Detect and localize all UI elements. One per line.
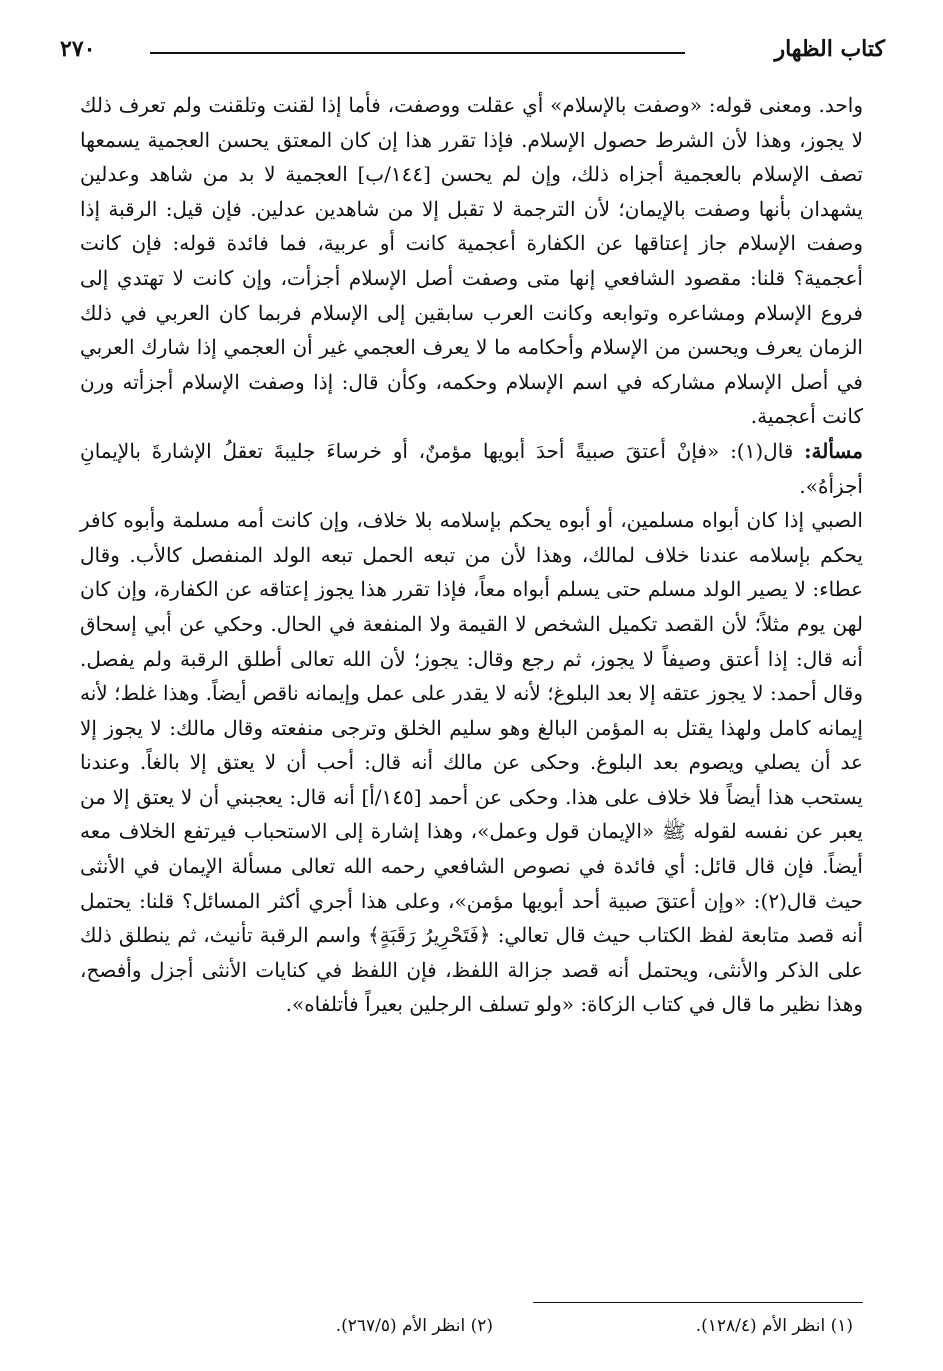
footnote-1: (١) انظر الأم (١٢٨/٤). bbox=[695, 1316, 853, 1336]
page-header bbox=[60, 36, 885, 70]
paragraph-1: واحد. ومعنى قوله: «وصفت بالإسلام» أي عقلت ووصفت، فأما إذا لقنت وتلقنت ولم تعرف ذلك لا يجوز، وهذا لأن الشرط حصول الإسلام. فإذا تقرر هذا إن كان المعتق يحسن العجمية يسمعها تصف الإسلام بالعجمية أجزاه ذلك، وإن لم يحسن [١٤٤/ب] العجمية لا بد من شاهد وعدلين يشهدان بأنها وصفت بالإيمان؛ لأن الترجمة لا تقبل إلا من شاهدين عدلين. فإن قيل: الرقبة إذا وصفت الإسلام جاز إعتاقها عن الكفارة أعجمية كانت أو عربية، فما فائدة قوله: فإن كانت أعجمية؟ قلنا: مقصود الشافعي إنها متى وصفت أصل الإسلام أجزأت، وإن كانت لا تهتدي إلى فروع الإسلام ومشاعره وتوابعه وكانت العرب سابقين إلى الإسلام فربما كان العربي في ذلك الزمان يعرف ويحسن من الإسلام وأحكامه ما لا يعرف العجمي غير أن العجمي إذا شارك العربي في أصل الإسلام مشاركه في اسم الإسلام وحكمه، وكأن قال: إذا وصفت الإسلام أجزأته ورن كانت أعجمية. bbox=[80, 93, 863, 429]
footnote-rule bbox=[533, 1302, 863, 1303]
masala-label: مسألة: bbox=[804, 438, 863, 463]
footnote-2: (٢) انظر الأم (٢٦٧/٥). bbox=[335, 1316, 493, 1336]
main-text bbox=[80, 88, 863, 1022]
paragraph-2: الصبي إذا كان أبواه مسلمين، أو أبوه يحكم بإسلامه بلا خلاف، وإن كانت أمه مسلمة وأبوه كافر يحكم بإسلامه عندنا خلاف لمالك، وهذا لأن من تبعه الحمل تبعه الولد المنفصل كالأب. وقال عطاء: لا يصير الولد مسلم حتى يسلم أبواه معاً، فإذا تقرر هذا يجوز إعتاقه عن الكفارة، وإن كان لهن يوم مثلاً؛ لأن القصد تكميل الشخص لا القيمة ولا المنفعة في الحال. وحكي عن أبي إسحاق أنه قال: إذا أعتق وصيفاً لا يجوز، ثم رجع وقال: يجوز؛ لأن الله تعالى أطلق الرقبة ولم يفصل. وقال أحمد: لا يجوز عتقه إلا بعد البلوغ؛ لأنه لا يقدر على عمل وإيمانه ناقص أيضاً. وهذا غلط؛ لأنه إيمانه كامل ولهذا يقتل به المؤمن البالغ وهو سليم الخلق وترجى منفعته وقال مالك: لا يجوز إلا عد أن يصلي ويصوم بعد البلوغ. وحكى عن مالك أنه قال: أحب أن لا يعتق إلا بالغاً. وعندنا يستحب هذا أيضاً فلا خلاف على هذا. وحكى عن أحمد [١٤٥/أ] أنه قال: يعجبني أن لا يعتق إلا من يعبر عن نفسه لقوله ﷺ «الإيمان قول وعمل»، وهذا إشارة إلى الاستحباب فيرتفع الخلاف معه أيضاً. فإن قال قائل: أي فائدة في نصوص الشافعي رحمه الله تعالى مسألة الإيمان في الأنثى حيث قال(٢): «وإن أعتقَ صبية أحد أبويها مؤمن»، وعلى هذا أجري أكثر المسائل؟ قلنا: يحتمل أنه قصد متابعة لفظ الكتاب حيث قال تعالي: ﴿فَتَحْرِيرُ رَقَبَةٍ﴾ واسم الرقبة تأنيث، ثم ينطلق ذلك على الذكر والأنثى، ويحتمل أنه قصد جزالة اللفظ، فإن اللفظ في كنايات الأنثى أجزل وأفصح، وهذا نظير ما قال في كتاب الزكاة: «ولو تسلف الرجلين بعيراً فأتلفاه». bbox=[80, 508, 864, 1017]
book-title: كتاب الظهار bbox=[774, 36, 885, 62]
header-rule bbox=[150, 52, 685, 54]
masala-paragraph bbox=[80, 434, 863, 503]
page-number: ٢٧٠ bbox=[60, 36, 96, 62]
masala-text: قال(١): «فإنْ أعتقَ صبيةً أحدَ أبويها مؤمنٌ، أو خرساءَ جليبةَ تعقلُ الإشارةَ بالإيمانِ أجزأهُ». bbox=[80, 438, 863, 498]
